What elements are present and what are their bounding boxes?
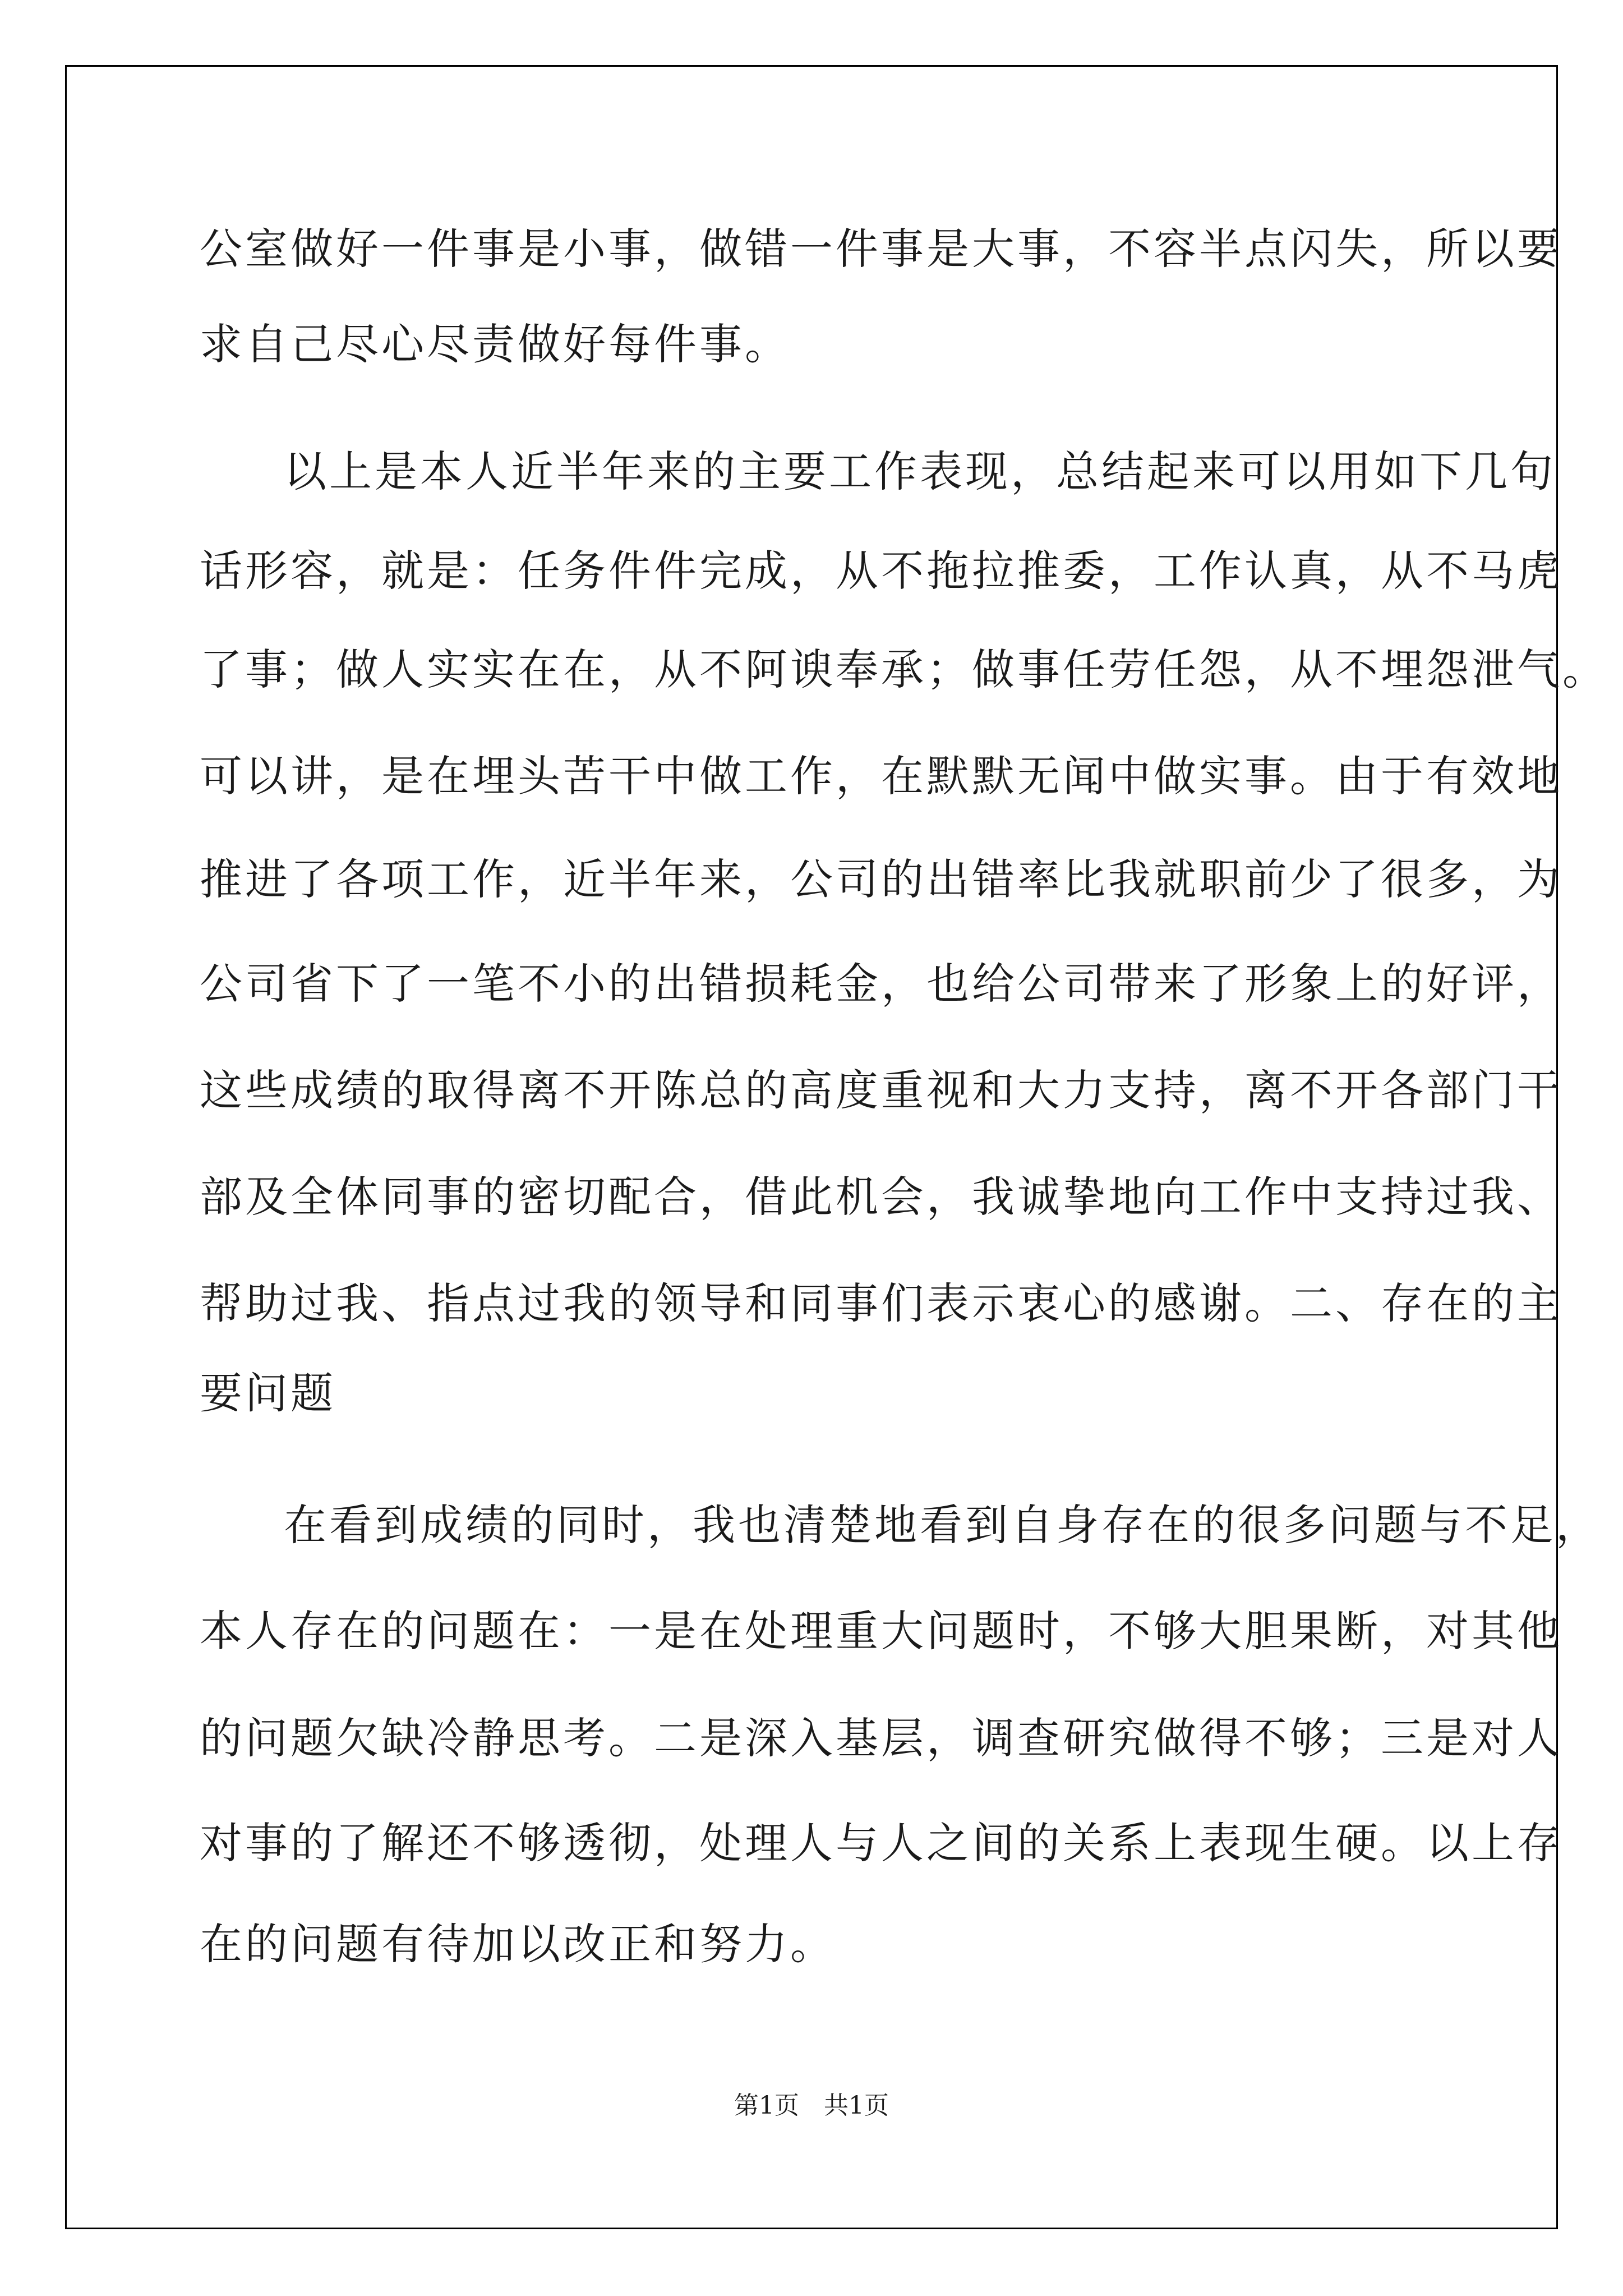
body-text-line: 公司省下了一笔不小的出错损耗金，也给公司带来了形象上的好评，	[200, 959, 1562, 1009]
body-text-line: 本人存在的问题在：一是在处理重大问题时，不够大胆果断，对其他	[200, 1606, 1562, 1656]
body-text-line: 在的问题有待加以改正和努力。	[200, 1919, 836, 1969]
page-number-footer: 第1页 共1页	[734, 2091, 889, 2120]
body-text-line: 这些成绩的取得离不开陈总的高度重视和大力支持，离不开各部门干	[200, 1065, 1562, 1115]
body-text-line: 帮助过我、指点过我的领导和同事们表示衷心的感谢。二、存在的主	[200, 1278, 1562, 1328]
body-text-line: 在看到成绩的同时，我也清楚地看到自身存在的很多问题与不足，	[284, 1500, 1601, 1550]
body-text-line: 对事的了解还不够透彻，处理人与人之间的关系上表现生硬。以上存	[200, 1818, 1562, 1868]
body-text-line: 求自己尽心尽责做好每件事。	[200, 319, 790, 369]
body-text-line: 公室做好一件事是小事，做错一件事是大事，不容半点闪失，所以要	[200, 224, 1562, 274]
body-text-line: 可以讲，是在埋头苦干中做工作，在默默无闻中做实事。由于有效地	[200, 751, 1562, 801]
body-text-line: 部及全体同事的密切配合，借此机会，我诚挚地向工作中支持过我、	[200, 1172, 1562, 1222]
body-text-line: 了事；做人实实在在，从不阿谀奉承；做事任劳任怨，从不埋怨泄气。	[200, 645, 1608, 694]
page-border	[65, 65, 1558, 2229]
body-text-line: 以上是本人近半年来的主要工作表现，总结起来可以用如下几句	[284, 447, 1556, 496]
body-text-line: 话形容，就是：任务件件完成，从不拖拉推委，工作认真，从不马虎	[200, 546, 1562, 596]
body-text-line: 推进了各项工作，近半年来，公司的出错率比我就职前少了很多，为	[200, 854, 1562, 904]
body-text-line: 的问题欠缺冷静思考。二是深入基层，调查研究做得不够；三是对人	[200, 1713, 1562, 1763]
body-text-line: 要问题	[200, 1368, 336, 1418]
